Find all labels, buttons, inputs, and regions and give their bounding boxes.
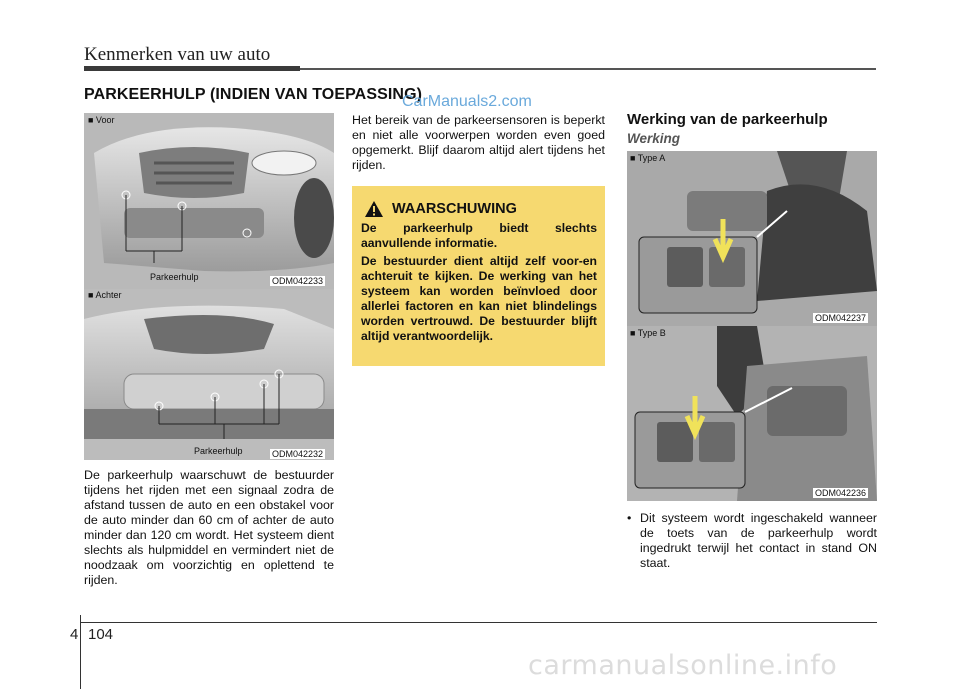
footer-vertical-rule	[80, 615, 81, 689]
rear-image-code: ODM042232	[272, 449, 324, 459]
footer-rule	[80, 622, 877, 623]
warning-paragraph-1: De parkeerhulp biedt slechts aanvullende informatie.	[361, 221, 597, 250]
type-a-code: ODM042237	[815, 313, 867, 323]
type-b-code: ODM042236	[815, 488, 867, 498]
subsection-italic-heading: Werking	[627, 131, 681, 146]
warning-triangle-icon	[364, 200, 384, 218]
type-a-console-image	[627, 151, 877, 326]
col2-paragraph: Het bereik van de parkeersensoren is beperkt en niet alle voorwerpen worden even goed opgemerkt. Blijf daarom altijd alert tijdens het rijden.	[352, 113, 605, 172]
front-car-illustration	[84, 113, 334, 289]
bullet-dot-icon: •	[627, 511, 632, 525]
section-title: PARKEERHULP (INDIEN VAN TOEPASSING)	[84, 86, 423, 103]
warning-box	[352, 186, 605, 366]
rear-sensor-label: Parkeerhulp	[194, 446, 243, 456]
front-image-caption: ■ Voor	[88, 115, 115, 125]
col1-paragraph: De parkeerhulp waarschuwt de bestuurder tijdens het rijden met een signaal zodra de afstand tussen de auto en een obstakel voor de auto minder dan 60 cm of achter de auto minder dan 120 cm wordt. Het systeem dient slechts als hulpmiddel en vermindert niet de noodzaak om voorzichtig en oplettend te rijden.	[84, 468, 334, 587]
type-a-caption: ■ Type A	[630, 153, 666, 163]
front-car-image	[84, 113, 334, 289]
subsection-title: Werking van de parkeerhulp	[627, 111, 828, 128]
type-b-console-image	[627, 326, 877, 501]
type-a-illustration	[627, 151, 877, 326]
header-rule-dark	[84, 66, 300, 71]
rear-car-illustration	[84, 289, 334, 460]
page-header-title: Kenmerken van uw auto	[84, 44, 271, 65]
watermark-text[interactable]: CarManuals2.com	[402, 93, 532, 110]
type-b-caption: ■ Type B	[630, 328, 666, 338]
warning-paragraph-2: De bestuurder dient altijd zelf voor-en achteruit te kijken. De werking van het systeem kan worden beïnvloed door allerlei factoren en kan niet blindelings worden vertrouwd. De bestuurder blijft altijd verantwoordelijk.	[361, 254, 597, 343]
rear-car-image	[84, 289, 334, 460]
front-image-code: ODM042233	[272, 276, 324, 286]
site-watermark[interactable]: carmanualsonline.info	[528, 650, 838, 681]
bullet-text: Dit systeem wordt ingeschakeld wanneer de toets van de parkeerhulp wordt ingedrukt terwijl het contact in stand ON staat.	[640, 511, 877, 570]
type-b-illustration	[627, 326, 877, 501]
page-number: 104	[88, 626, 114, 643]
header-rule-light	[300, 68, 876, 70]
rear-image-caption: ■ Achter	[88, 290, 122, 300]
front-sensor-label: Parkeerhulp	[150, 272, 199, 282]
chapter-number: 4	[70, 626, 79, 643]
warning-title: WAARSCHUWING	[392, 201, 517, 217]
bullet-item	[627, 511, 877, 571]
